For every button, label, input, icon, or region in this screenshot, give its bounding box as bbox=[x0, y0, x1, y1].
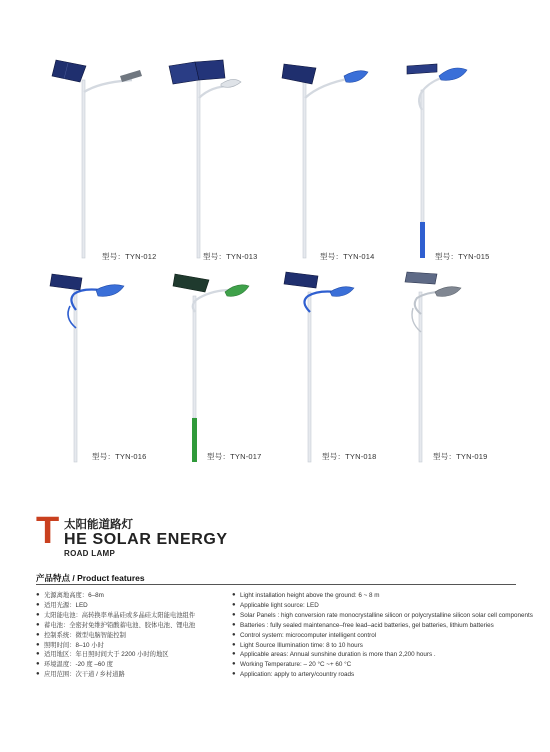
lamp-model-label: 型号：TYN-015 bbox=[435, 252, 490, 261]
feature-item bbox=[36, 660, 231, 670]
bullet-icon: ● bbox=[232, 601, 236, 608]
feature-text: 控制系统：微型电脑智能控制 bbox=[44, 631, 126, 639]
lamp-019-illustration bbox=[375, 260, 495, 470]
feature-text: Light Source Illumination time: 8 to 10 hours bbox=[240, 641, 363, 649]
bullet-icon: ● bbox=[36, 661, 40, 668]
feature-text: Batteries : fully sealed maintenance–free lead–acid batteries, gel batteries, lithium batteries bbox=[240, 621, 494, 629]
feature-text: Solar Panels : high conversion rate monocrystalline silicon or polycrystalline silicon solar cell components bbox=[240, 611, 533, 619]
lamp-tyn-012 bbox=[40, 50, 160, 260]
feature-text: 适用地区：年日照时间大于 2200 小时的地区 bbox=[44, 651, 169, 659]
lamp-014-illustration bbox=[270, 50, 390, 260]
feature-text: Control system: microcomputer intelligent control bbox=[240, 631, 377, 639]
lamp-tyn-016 bbox=[40, 260, 160, 470]
bullet-icon: ● bbox=[232, 592, 236, 598]
feature-text: Applicable areas: Annual sunshine duration is more than 2,200 hours . bbox=[240, 651, 436, 659]
lamp-016-illustration bbox=[40, 260, 160, 470]
bullet-icon: ● bbox=[232, 651, 236, 658]
bullet-icon: ● bbox=[36, 621, 40, 628]
bullet-icon: ● bbox=[36, 651, 40, 658]
lamp-tyn-014 bbox=[270, 50, 390, 260]
bullet-icon: ● bbox=[36, 611, 40, 618]
feature-item bbox=[36, 650, 231, 660]
lamp-tyn-015 bbox=[375, 50, 495, 260]
lamp-015-illustration bbox=[375, 50, 495, 260]
feature-text: 适用光源：LED bbox=[44, 601, 88, 609]
feature-item bbox=[232, 660, 532, 670]
feature-item bbox=[36, 641, 231, 651]
title-english: HE SOLAR ENERGY bbox=[64, 531, 228, 548]
bullet-icon: ● bbox=[232, 641, 236, 648]
bullet-icon: ● bbox=[232, 671, 236, 678]
lamp-012-illustration bbox=[40, 50, 160, 260]
feature-text: 应用范围：次干道 / 乡村道路 bbox=[44, 671, 125, 679]
bullet-icon: ● bbox=[36, 592, 40, 598]
feature-item bbox=[232, 621, 532, 631]
lamp-model-label: 型号：TYN-013 bbox=[203, 252, 258, 261]
feature-item bbox=[232, 641, 532, 651]
feature-item bbox=[36, 621, 231, 631]
features-english-list bbox=[232, 591, 532, 680]
lamp-model-label: 型号：TYN-017 bbox=[207, 452, 262, 461]
bullet-icon: ● bbox=[232, 621, 236, 628]
feature-text: 太阳能电池：高转换率单晶硅或多晶硅太阳能电池组件 bbox=[44, 611, 196, 619]
lamp-model-label: 型号：TYN-012 bbox=[102, 252, 157, 261]
lamp-tyn-018 bbox=[270, 260, 390, 470]
bullet-icon: ● bbox=[232, 611, 236, 618]
feature-item bbox=[232, 650, 532, 660]
bullet-icon: ● bbox=[36, 641, 40, 648]
feature-text: Light installation height above the ground: 6 ~ 8 m bbox=[240, 592, 380, 599]
bullet-icon: ● bbox=[36, 601, 40, 608]
lamp-model-label: 型号：TYN-014 bbox=[320, 252, 375, 261]
bullet-icon: ● bbox=[232, 661, 236, 668]
feature-item bbox=[36, 670, 231, 680]
lamp-017-illustration bbox=[155, 260, 275, 470]
feature-item bbox=[36, 601, 231, 611]
lamp-model-label: 型号：TYN-018 bbox=[322, 452, 377, 461]
feature-text: Applicable light source: LED bbox=[240, 601, 319, 609]
section-title bbox=[36, 510, 336, 562]
bullet-icon: ● bbox=[36, 631, 40, 638]
feature-item bbox=[232, 601, 532, 611]
lamp-tyn-017 bbox=[155, 260, 275, 470]
feature-item bbox=[232, 670, 532, 680]
feature-item bbox=[36, 591, 231, 601]
feature-item bbox=[232, 591, 532, 601]
feature-text: 光源离地高度：6–8m bbox=[44, 592, 104, 599]
lamp-model-label: 型号：TYN-019 bbox=[433, 452, 488, 461]
feature-item bbox=[232, 611, 532, 621]
features-chinese-list bbox=[36, 591, 231, 680]
bullet-icon: ● bbox=[36, 671, 40, 678]
bullet-icon: ● bbox=[232, 631, 236, 638]
title-chinese: 太阳能道路灯 bbox=[64, 519, 133, 531]
features-divider bbox=[36, 584, 516, 585]
lamp-model-label: 型号：TYN-016 bbox=[92, 452, 147, 461]
title-english-sub: ROAD LAMP bbox=[64, 549, 116, 558]
lamp-tyn-013 bbox=[155, 50, 275, 260]
lamp-tyn-019 bbox=[375, 260, 495, 470]
lamp-013-illustration bbox=[155, 50, 275, 260]
feature-item bbox=[36, 631, 231, 641]
feature-text: 蓄电池：全密封免维护铅酸蓄电池、胶体电池、锂电池 bbox=[44, 621, 196, 629]
feature-item bbox=[36, 611, 231, 621]
feature-text: Working Temperature: – 20 °C ~+ 60 °C bbox=[240, 661, 352, 669]
feature-text: 环境温度：-20 度 –60 度 bbox=[44, 661, 113, 669]
title-initial: T bbox=[36, 510, 60, 552]
feature-item bbox=[232, 631, 532, 641]
features-heading: 产品特点 / Product features bbox=[36, 573, 145, 583]
feature-text: Application: apply to artery/country roads bbox=[240, 671, 355, 679]
lamp-018-illustration bbox=[270, 260, 390, 470]
feature-text: 照明时间：8–10 小时 bbox=[44, 641, 104, 649]
